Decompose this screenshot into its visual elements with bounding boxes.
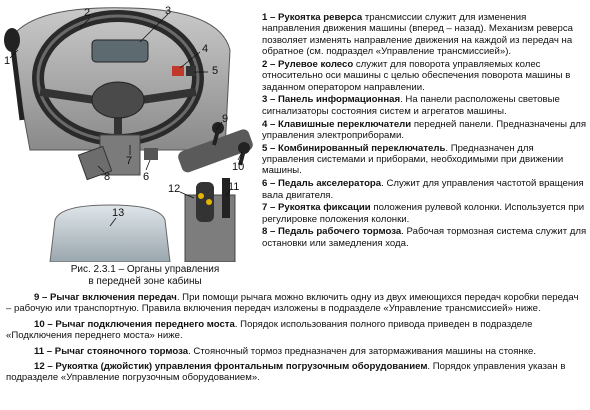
callout-11: 11: [228, 181, 240, 193]
figure-caption: [30, 264, 260, 288]
caption-line-2: в передней зоне кабины: [88, 276, 202, 287]
callout-9: 9: [222, 113, 229, 125]
item-11: 11 – Рычаг стояночного тормоза. Стояночный тормоз предназначен для затормаживания машины на стоянке.: [34, 345, 537, 357]
item-9: 9 – Рычаг включения передач. При помощи рычага можно включить одну из двух имеющихся передач коробки передач – рабочую или транспортную. Правила включения передач изложены в подразделе «Управление трансмиссией» ниже.: [6, 292, 579, 315]
callout-2: 2: [84, 7, 91, 19]
item-4: 4 – Клавишные переключатели передней панели. Предназначены для управления электроприборами.: [262, 118, 587, 141]
accelerator-pedal: [144, 148, 158, 160]
item-6: 6 – Педаль акселератора. Служит для управления частотой вращения вала двигателя.: [262, 178, 584, 201]
callout-6: 6: [143, 171, 150, 183]
callout-3: 3: [165, 5, 172, 17]
item-2: 2 – Рулевое колесо служит для поворота управляемых колес относительно оси машины с целью обеспечения поворота машины в заданном оператором направлении.: [262, 58, 571, 93]
item-5: 5 – Комбинированный переключатель. Предназначен для управления системами и приборами, необходимыми при движении машины.: [262, 142, 564, 177]
item-8: 8 – Педаль рабочего тормоза. Рабочая тормозная система служит для остановки или замедления хода.: [262, 226, 587, 249]
item-12: 12 – Рукоятка (джойстик) управления фронтальным погрузочным оборудованием. Порядок управления указан в подразделе «Управление погрузочным оборудованием».: [6, 361, 566, 384]
steering-hub: [92, 82, 144, 118]
callout-8: 8: [104, 171, 111, 183]
caption-line-1: Рис. 2.3.1 – Органы управления: [70, 264, 220, 275]
callout-7: 7: [126, 155, 133, 167]
additional-descriptions: [6, 292, 586, 388]
item-1: 1 – Рукоятка реверса трансмиссии служит для изменения направления движения машины (вперед – назад). Механизм реверса позволяет изменять направление движения на каждой из передач на обратное (см. подраздел «Управление трансмиссией»).: [262, 12, 573, 58]
operator-seat: [50, 205, 170, 262]
callout-1: 1: [4, 55, 11, 67]
cabin-controls-figure: [0, 0, 258, 262]
callout-5: 5: [212, 65, 219, 77]
item-3: 3 – Панель информационная. На панели расположены световые сигнализаторы состояния систем и агрегатов машины.: [262, 94, 560, 117]
callout-4: 4: [202, 43, 209, 55]
info-panel: [92, 40, 148, 62]
callout-13: 13: [112, 207, 125, 219]
item-7: 7 – Рукоятка фиксации положения рулевой колонки. Используется при регулировке положения колонки.: [262, 202, 585, 225]
callout-10: 10: [232, 161, 245, 173]
cabin-controls-illustration: [0, 0, 258, 262]
item-10: 10 – Рычаг подключения переднего моста. Порядок использования полного привода приведен в подразделе «Подключения переднего моста» ниже.: [6, 318, 533, 342]
callout-12: 12: [168, 183, 181, 195]
red-switch: [172, 66, 184, 76]
control-descriptions: [262, 12, 587, 251]
